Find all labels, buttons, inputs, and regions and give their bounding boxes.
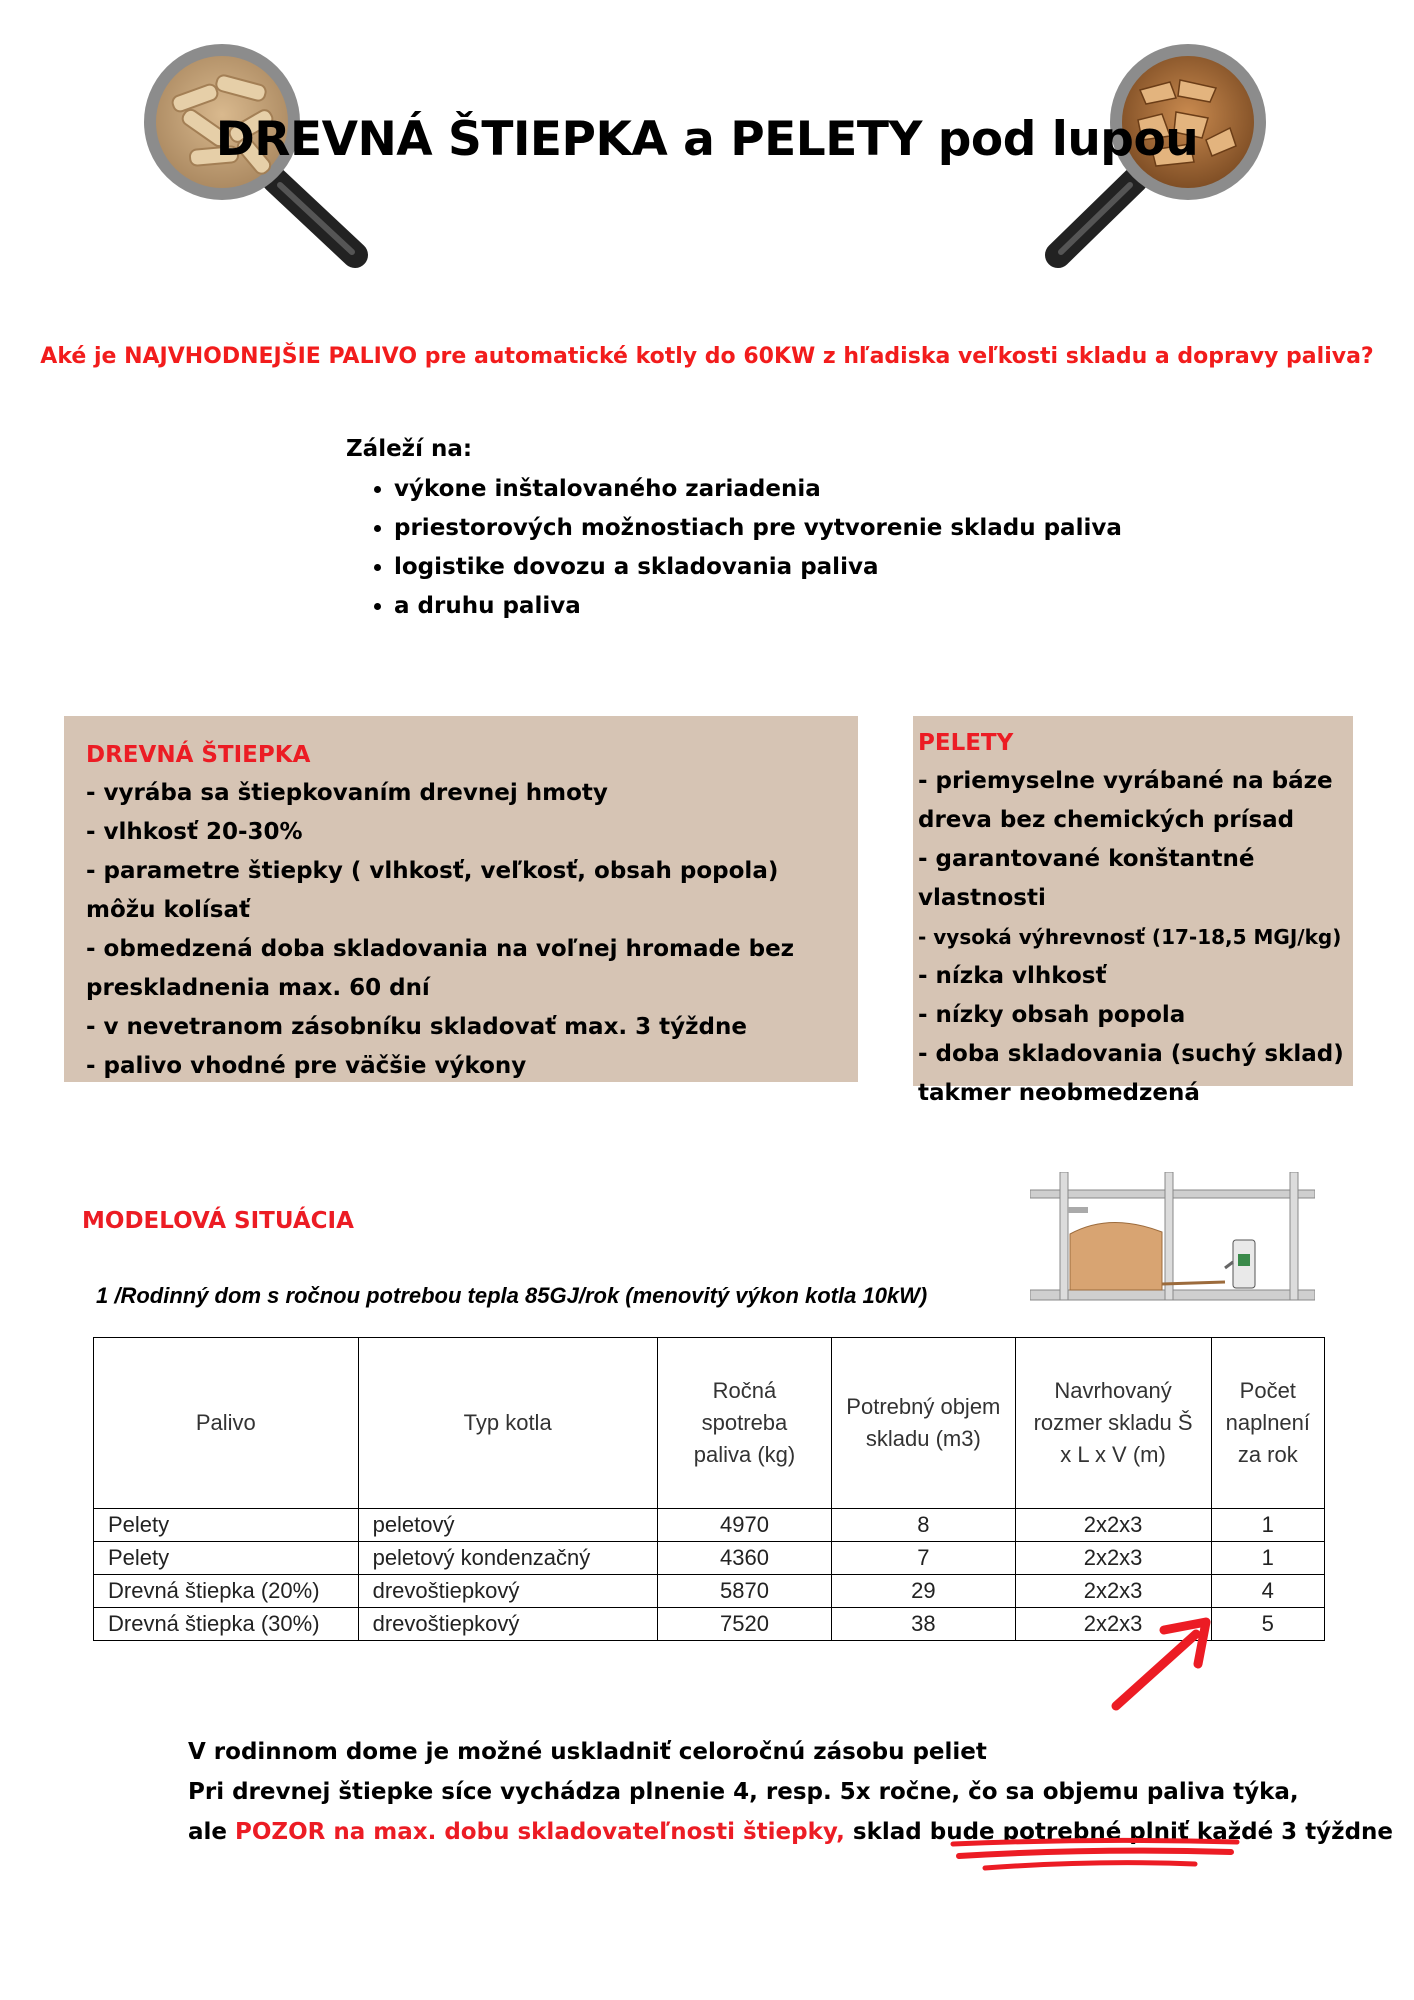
model-situation-heading: MODELOVÁ SITUÁCIA [82, 1208, 354, 1234]
conclusion-text [188, 1732, 1393, 1852]
conclusion-suffix: sklad bude potrebné plniť každé 3 týždne [844, 1819, 1394, 1845]
conclusion-line: Pri drevnej štiepke síce vychádza plnenie 4, resp. 5x ročne, čo sa objemu paliva týka, [188, 1779, 1299, 1805]
criteria-lead: Záleží na: [346, 436, 473, 462]
pellets-line: - doba skladovania (suchý sklad) [918, 1041, 1344, 1067]
list-item: • výkone inštalovaného zariadenia [394, 470, 1122, 509]
table-cell: 1 [1211, 1509, 1324, 1542]
table-cell: 2x2x3 [1015, 1575, 1211, 1608]
column-header: Palivo [94, 1338, 359, 1509]
table-cell: Drevná štiepka (20%) [94, 1575, 359, 1608]
table-cell: 2x2x3 [1015, 1542, 1211, 1575]
table-cell: 1 [1211, 1542, 1324, 1575]
table-cell: 4360 [657, 1542, 831, 1575]
table-header-row [94, 1338, 1325, 1509]
wood-chips-line: preskladnenia max. 60 dní [86, 975, 430, 1001]
pellets-line: - nízka vlhkosť [918, 963, 1107, 989]
list-item: • a druhu paliva [394, 587, 1122, 626]
wood-chips-heading: DREVNÁ ŠTIEPKA [86, 742, 311, 768]
table-cell: peletový kondenzačný [358, 1542, 657, 1575]
list-item: • logistike dovozu a skladovania paliva [394, 548, 1122, 587]
table-cell: 2x2x3 [1015, 1509, 1211, 1542]
table-cell: Pelety [94, 1509, 359, 1542]
case-title: 1 /Rodinný dom s ročnou potrebou tepla 85GJ/rok (menovitý výkon kotla 10kW) [96, 1283, 928, 1308]
table-row [94, 1542, 1325, 1575]
table-row [94, 1509, 1325, 1542]
wood-chips-line: - vlhkosť 20-30% [86, 819, 303, 845]
column-header: Typ kotla [358, 1338, 657, 1509]
wood-chips-line: - obmedzená doba skladovania na voľnej hromade bez [86, 936, 795, 962]
pellets-box [913, 716, 1353, 1106]
table-cell: 8 [832, 1509, 1015, 1542]
column-header: Navrhovaný rozmer skladu Š x L x V (m) [1015, 1338, 1211, 1509]
conclusion-line: V rodinnom dome je možné uskladniť celoročnú zásobu peliet [188, 1739, 987, 1765]
fuel-storage-illustration-icon [1030, 1172, 1315, 1304]
fuel-comparison-table [93, 1337, 1325, 1641]
pellets-line: - priemyselne vyrábané na báze [918, 768, 1333, 794]
table-cell: 5 [1211, 1608, 1324, 1641]
table-row [94, 1575, 1325, 1608]
question-prefix: Aké je [40, 344, 125, 369]
table-cell: 7520 [657, 1608, 831, 1641]
conclusion-warning: POZOR na max. dobu skladovateľnosti štiepky, [235, 1819, 845, 1845]
table-cell: drevoštiepkový [358, 1608, 657, 1641]
pellets-line: - nízky obsah popola [918, 1002, 1186, 1028]
question-suffix: pre automatické kotly do 60KW z hľadiska veľkosti skladu a dopravy paliva? [417, 344, 1374, 369]
list-item: • priestorových možnostiach pre vytvorenie skladu paliva [394, 509, 1122, 548]
question-highlight: NAJVHODNEJŠIE PALIVO [124, 344, 418, 369]
column-header: Ročná spotreba paliva (kg) [657, 1338, 831, 1509]
table-cell: peletový [358, 1509, 657, 1542]
criteria-list [346, 436, 1122, 626]
wood-chips-line: - v nevetranom zásobníku skladovať max. 3 týždne [86, 1014, 747, 1040]
table-cell: 4970 [657, 1509, 831, 1542]
page-title: DREVNÁ ŠTIEPKA a PELETY pod lupou [215, 112, 1199, 167]
conclusion-prefix: ale [188, 1819, 236, 1845]
pellets-line: takmer neobmedzená [918, 1080, 1200, 1106]
table-cell: 5870 [657, 1575, 831, 1608]
pellets-line: - vysoká výhrevnosť (17-18,5 MGJ/kg) [918, 925, 1342, 949]
pellets-line: dreva bez chemických prísad [918, 807, 1295, 833]
table-cell: 38 [832, 1608, 1015, 1641]
wood-chips-line: - palivo vhodné pre väčšie výkony [86, 1053, 527, 1079]
table-cell: 4 [1211, 1575, 1324, 1608]
table-cell: 2x2x3 [1015, 1608, 1211, 1641]
pellets-heading: PELETY [918, 730, 1014, 756]
table-cell: Drevná štiepka (30%) [94, 1608, 359, 1641]
wood-chips-box [64, 716, 858, 1082]
table-cell: 29 [832, 1575, 1015, 1608]
wood-chips-line: - parametre štiepky ( vlhkosť, veľkosť, obsah popola) môžu kolísať [86, 858, 779, 923]
column-header: Potrebný objem skladu (m3) [832, 1338, 1015, 1509]
wood-chips-line: - vyrába sa štiepkovaním drevnej hmoty [86, 780, 608, 806]
table-cell: Pelety [94, 1542, 359, 1575]
pellets-line: - garantované konštantné vlastnosti [918, 846, 1255, 911]
table-cell: 7 [832, 1542, 1015, 1575]
red-underline-icon [945, 1836, 1245, 1876]
column-header: Počet naplnení za rok [1211, 1338, 1324, 1509]
key-question [0, 344, 1414, 369]
table-cell: drevoštiepkový [358, 1575, 657, 1608]
red-arrow-icon [1108, 1614, 1218, 1714]
